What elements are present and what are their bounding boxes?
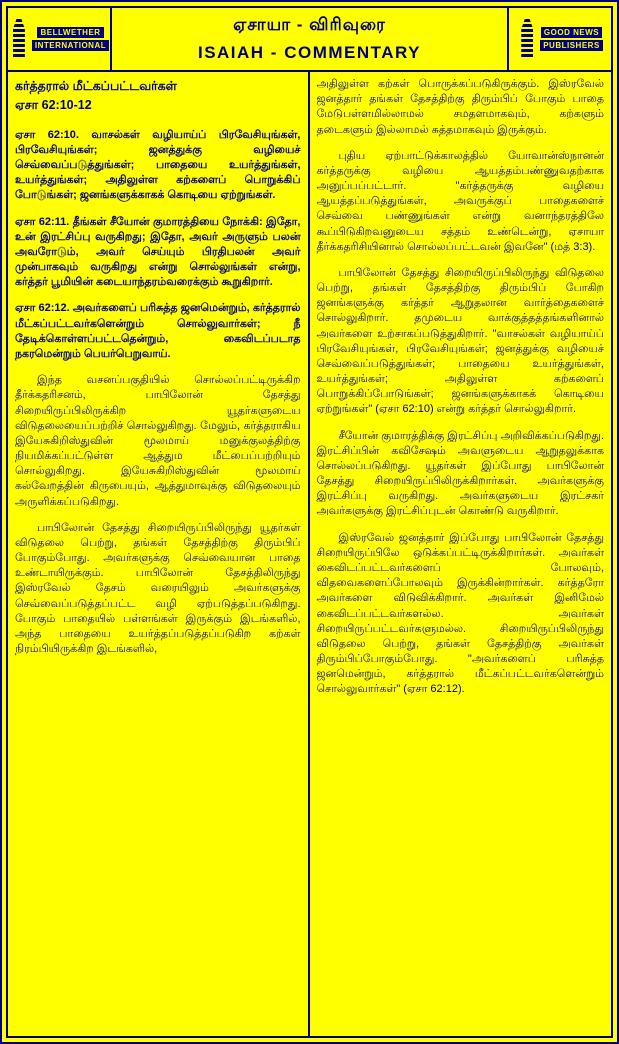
logo-left-line1: BELLWETHER — [37, 27, 103, 38]
title-english: ISAIAH - COMMENTARY — [197, 43, 422, 62]
bellwether-international-logo — [8, 8, 112, 70]
title-tamil: ஏசாயா - விரிவுரை — [233, 15, 386, 34]
logo-right-line2: PUBLISHERS — [540, 40, 603, 51]
verse-paragraph: ஏசா 62:10. வாசல்கள் வழியாய்ப் பிரவேசியுங்கள், பிரவேசியுங்கள்; ஜனத்துக்கு வழியைச் செவ்வைப்படுத்துங்கள்; பாதையை உயர்த்துங்கள், உயர்த்துங்கள்; அதிலுள்ள கற்களைப் பொறுக்கிப் போடுங்கள்; ஜனங்களுக்காகக் கொடியை ஏற்றுங்கள். — [15, 128, 301, 202]
left-column — [8, 71, 310, 1036]
good-news-publishers-logo — [507, 8, 611, 70]
document-title-block — [112, 8, 507, 70]
verse-paragraph: ஏசா 62:11. தீங்கள் சீயோன் குமாரத்தியை நோக்கி: இதோ, உன் இரட்சிப்பு வருகிறது; இதோ, அவர் அருளும் பலன் அவரோடும், அவர் செய்யும் பிரதிபலன் அவர் முன்பாகவும் வருகிறது என்று சொல்லுங்கள் என்று, கர்த்தர் பூமியின் கடையாந்தரம்வரைக்கும் கூறுகிறார். — [15, 215, 301, 289]
tower-icon — [517, 17, 537, 61]
document-body — [6, 71, 613, 1038]
commentary-paragraph: புதிய ஏற்பாட்டுக்காலத்தில் யோவான்ஸ்நானன் கர்த்தருக்கு வழியை ஆயத்தம்பண்ணுவதற்காக அனுப்பப்பட்டார். "கர்த்தருக்கு வழியை ஆயத்தப்படுத்துங்கள், அவருக்குப் பாதைகளைச் செவ்வை பண்ணுங்கள் என்று வனாந்தரத்திலே கூப்பிடுகிறவனுடைய சத்தம் உண்டென்று, ஏசாயா தீர்க்கதரிசியினால் சொல்லப்பட்டவன் இவனே" (மத் 3:3). — [316, 149, 604, 253]
tower-icon — [9, 17, 29, 61]
commentary-paragraph: பாபிலோன் தேசத்து சிறையிருப்பிலிருந்து விடுதலை பெற்று, தங்கள் தேசத்திற்கு திரும்பிப் போகிற ஜனங்களுக்கு கர்த்தர் ஆறுதலான வார்த்தைகளைச் சொல்லுகிறார். தமுடைய வாக்குத்தத்தங்களினால் அவர்களை உற்சாகப்படுத்துகிறார். "வாசல்கள் வழியாய்ப் பிரவேசியுங்கள், பிரவேசியுங்கள்; ஜனத்துக்கு வழியைச் செவ்வைப்படுத்துங்கள்; பாதையை உயர்த்துங்கள், உயர்த்துங்கள்; அதிலுள்ள கற்களைப் பொறுக்கிப்போடுங்கள்; ஜனங்களுக்காகக் கொடியை ஏற்றுங்கள்" (ஏசா 62:10) என்று கர்த்தர் சொல்லுகிறார். — [316, 266, 604, 416]
verse-paragraph: ஏசா 62:12. அவர்களைப் பரிசுத்த ஜனமென்றும், கர்த்தரால் மீட்கப்பட்டவர்களென்றும் சொல்லுவார்கள்; நீ தேடிக்கொள்ளப்பட்டதென்றும், கைவிடப்படாத நகரமென்றும் பெயர்பெறுவாய். — [15, 302, 301, 360]
commentary-paragraph: இஸ்ரவேல் ஜனத்தார் இப்போது பாபிலோன் தேசத்து சிறையிருப்பிலே ஒடுக்கப்பட்டிருக்கிறார்கள். அவர்கள் கைவிடப்பட்டவர்களைப் போலவும், விதவைகளைப்போலவும் இருக்கின்றார்கள். கர்த்தரோ அவர்களை விடுவிக்கிறார். அவர்கள் இனிமேல் கைவிடப்பட்டவர்களல்ல. அவர்கள் சிறையிருப்பட்டவர்களுமல்ல. சிறையிருப்பிலிருந்து விடுதலை பெற்று, தங்கள் தேசத்திற்கு அவர்கள் திரும்பிப்போகும்போது. "அவர்களைப் பரிசுத்த ஜனமென்றும், கர்த்தரால் மீட்கப்பட்டவர்களென்றும் சொல்லுவார்கள்" (ஏசா 62:12). — [316, 531, 604, 696]
logo-left-line2: INTERNATIONAL — [32, 40, 109, 51]
commentary-paragraph: இந்த வசனப்பகுதியில் சொல்லப்பட்டிருக்கிற தீர்க்கதரிசனம், பாபிலோன் தேசத்து சிறையிருப்பிலிருக்கிற யூதர்களுடைய விடுதலையைப்பற்றிச் சொல்லுகிறது. மேலும், கர்த்தராகிய இயேசுகிறிஸ்துவின் மூலமாய் மனுக்குலத்திற்கு நியமிக்கப்பட்டுள்ள ஆத்தும மீட்பைப்பற்றியும் சொல்லுகிறது. இயேசுகிறிஸ்துவின் மூலமாய் கல்வேறத்தின் கிருபையும், ஆத்துமாவுக்கு விடுதலையும் அருளிக்கப்படுகிறது. — [15, 374, 301, 508]
document-header — [6, 6, 613, 72]
commentary-paragraph: அதிலுள்ள கற்கள் பொருக்கப்படுகிருக்கும். இஸ்ரவேல் ஜனத்தார் தங்கள் தேசத்திற்கு திரும்பிப் போகும் பாதை மேடுபள்ளமில்லாமல் சமதளமாகவும், கற்களும் தடைகளும் இல்லாமல் சுத்தமாகவும் இருக்கும். — [316, 78, 604, 136]
section-heading-line1: கர்த்தரால் மீட்கப்பட்டவர்கள் — [15, 79, 177, 93]
commentary-paragraph: சீயோன் குமாரத்திக்கு இரட்சிப்பு அறிவிக்கப்படுகிறது. இரட்சிப்பின் கவிசேஷம் அவளுடைய ஆறுதலுக்காக சொல்லப்படுகிறது. யூதர்கள் இப்போது பாபிலோன் தேசத்து சிறையிருப்பிலிருக்கிறார்கள். அவர்களுக்கு இரட்சிப்பு வருகிறது. அவர்களுடைய இரட்சகர் அவர்களுக்கு இரட்சிப்புடன் கொண்டு வருகிறார். — [316, 429, 605, 518]
logo-right-line1: GOOD NEWS — [541, 27, 602, 38]
commentary-paragraph: பாபிலோன் தேசத்து சிறையிருப்பிலிருந்து யூதர்கள் விடுதலை பெற்று, தங்கள் தேசத்திற்கு திரும்பிப் போகும்போது. அவர்களுக்கு செவ்வையான பாதை உண்டாயிருக்கும். பாபிலோன் தேசத்திலிருந்து இஸ்ரவேல் தேசம் வரையிலும் அவர்களுக்கு செவ்வைப்படுத்தப்பட்ட வழி ஏற்படுத்தப்படுகிறது. போகும் பாதையில் பள்ளங்கள் இருக்கும் இடங்களில், அந்த பாதையை உயர்த்தப்படுத்தப்படுகிற கற்கள் நிரம்பியிருக்கிற இடங்களில், — [15, 521, 301, 656]
section-heading — [15, 77, 301, 116]
section-heading-line2: ஏசா 62:10-12 — [15, 98, 92, 113]
right-column — [310, 71, 612, 1036]
